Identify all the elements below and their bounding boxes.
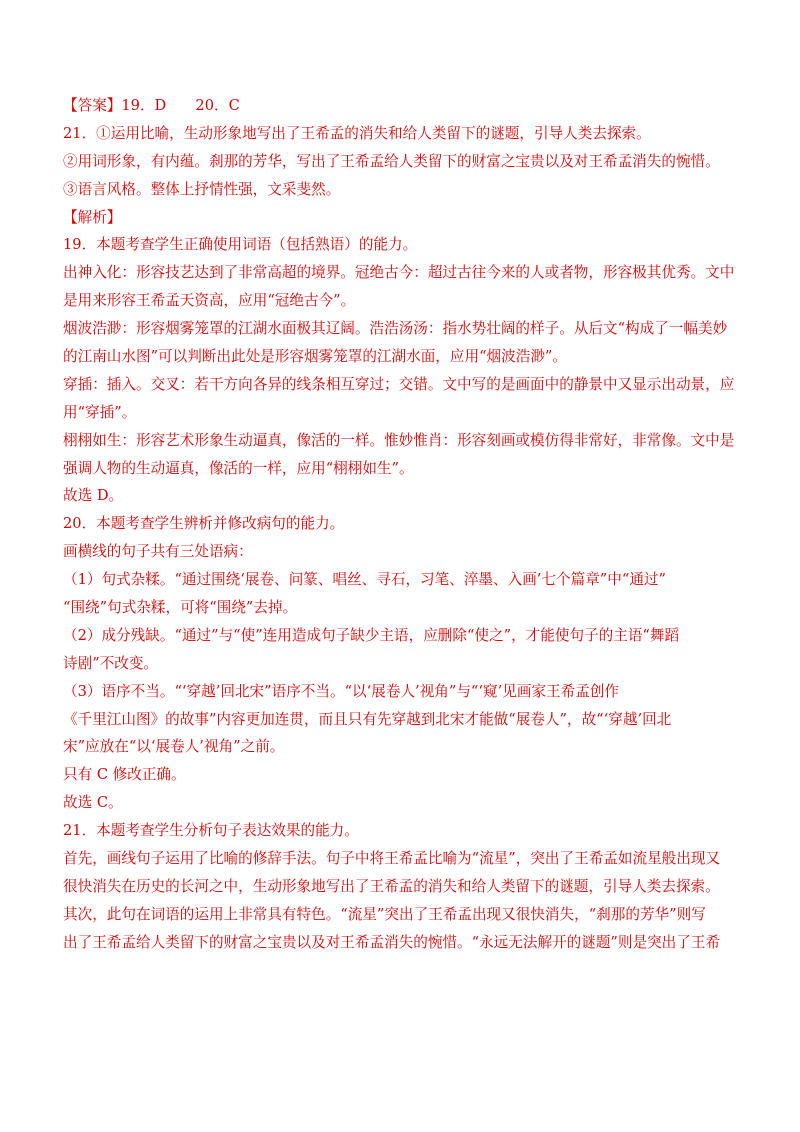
analysis-line: 是用来形容王希孟天资高，应用“冠绝古今”。	[63, 292, 356, 310]
analysis-line: 出了王希孟给人类留下的财富之宝贵以及对王希孟消失的惋惜。“永远无法解开的谜题”则是突出了王希	[63, 933, 721, 951]
analysis-line: 只有 C 修改正确。	[63, 766, 186, 784]
analysis-line: （2）成分残缺。“通过”与“使”连用造成句子缺少主语，应删除“使之”，才能使句子的主语“舞蹈	[63, 626, 680, 644]
analysis-line: （3）语序不当。“‘穿越’回北宋”语序不当。“以‘展卷人’视角”与“‘窥’见画家王希孟创作	[63, 682, 620, 700]
analysis-line: 画横线的句子共有三处语病：	[63, 543, 253, 561]
analysis-line: 宋”应放在“以‘展卷人’视角”之前。	[63, 738, 285, 756]
analysis-line: 故选 D。	[63, 487, 124, 505]
answer-line: 【答案】19．D 20．C	[63, 97, 240, 114]
analysis-line: 故选 C。	[63, 794, 123, 812]
analysis-line: 穿插：插入。交叉：若干方向各异的线条相互穿过；交错。文中写的是画面中的静景中又显示出动景，应	[63, 375, 735, 393]
analysis-line: 20．本题考查学生辨析并修改病句的能力。	[63, 515, 345, 533]
answer-line: ③语言风格。整体上抒情性强，文采斐然。	[63, 180, 341, 198]
analysis-line: 《千里江山图》的故事”内容更加连贯，而且只有先穿越到北宋才能做“展卷人”，故“‘穿越’回北	[63, 710, 672, 728]
analysis-line: 用“穿插”。	[63, 403, 137, 421]
analysis-line: 诗剧”不改变。	[63, 654, 159, 672]
analysis-line: 其次，此句在词语的运用上非常具有特色。“流星”突出了王希孟出现又很快消失，“刹那的芳华”则写	[63, 905, 706, 923]
analysis-line: 栩栩如生：形容艺术形象生动逼真，像活的一样。惟妙惟肖：形容刻画或模仿得非常好，非常像。文中是	[63, 431, 735, 449]
analysis-line: 首先，画线句子运用了比喻的修辞手法。句子中将王希孟比喻为“流星”，突出了王希孟如流星般出现又	[63, 850, 721, 868]
answer-explanation-text	[63, 92, 743, 957]
analysis-line: 19．本题考查学生正确使用词语（包括熟语）的能力。	[63, 236, 418, 254]
analysis-line: “围绕”句式杂糅，可将“围绕”去掉。	[63, 599, 298, 617]
analysis-line: 的江南山水图”可以判断出此处是形容烟雾笼罩的江湖水面，应用“烟波浩渺”。	[63, 348, 567, 366]
analysis-line: 出神入化：形容技艺达到了非常高超的境界。冠绝古今：超过古往今来的人或者物，形容极其优秀。文中	[63, 264, 735, 282]
analysis-line: 烟波浩渺：形容烟雾笼罩的江湖水面极其辽阔。浩浩汤汤：指水势壮阔的样子。从后文“构成了一幅美妙	[63, 320, 728, 338]
answer-line: 21．①运用比喻，生动形象地写出了王希孟的消失和给人类留下的谜题，引导人类去探索。	[63, 124, 651, 142]
answer-line: ②用词形象，有内蕴。刹那的芳华，写出了王希孟给人类留下的财富之宝贵以及对王希孟消失的惋惜。	[63, 152, 720, 170]
analysis-line: 很快消失在历史的长河之中，生动形象地写出了王希孟的消失和给人类留下的谜题，引导人类去探索。	[63, 877, 720, 895]
analysis-heading: 【解析】	[63, 208, 122, 226]
analysis-line: 强调人物的生动逼真，像活的一样，应用“栩栩如生”。	[63, 459, 414, 477]
analysis-line: （1）句式杂糅。“通过围绕‘展卷、问篆、唱丝、寻石，习笔、淬墨、入画’七个篇章”中“通过”	[63, 571, 666, 589]
analysis-line: 21．本题考查学生分析句子表达效果的能力。	[63, 822, 359, 840]
